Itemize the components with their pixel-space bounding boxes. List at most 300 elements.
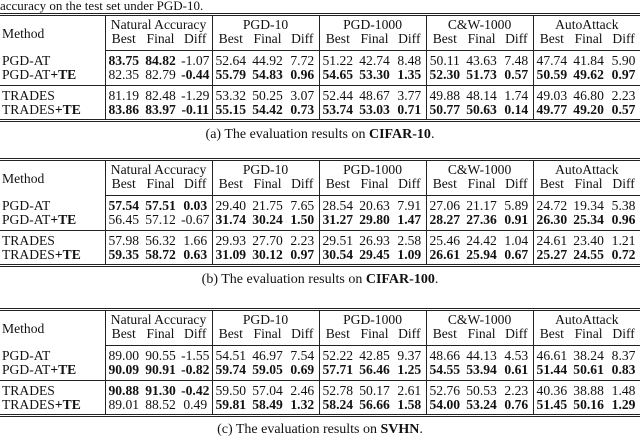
- value-cell: -0.67: [179, 213, 212, 230]
- value-cell: 0.73: [286, 103, 319, 121]
- table-row: [0, 68, 640, 85]
- subheader-final: Final: [463, 327, 500, 345]
- value-cell: 58.24: [319, 398, 356, 416]
- value-cell: 28.27: [426, 213, 463, 230]
- method-name: PGD-AT: [2, 67, 51, 83]
- group-header: Natural Accuracy: [105, 160, 212, 178]
- value-cell: 2.23: [290, 232, 315, 248]
- value-cell: 59.74: [212, 363, 249, 380]
- value-cell: 46.80: [573, 87, 604, 103]
- value-cell: -0.44: [179, 68, 212, 85]
- method-name: PGD-AT: [2, 362, 51, 378]
- value-cell: 31.74: [212, 213, 249, 230]
- caption-end: .: [419, 422, 423, 438]
- value-cell: 51.45: [533, 398, 570, 416]
- value-cell: 50.25: [252, 87, 283, 103]
- subheader-diff: Diff: [393, 177, 426, 195]
- value-cell: 57.04: [252, 382, 283, 398]
- subheader-best: Best: [319, 177, 356, 195]
- value-cell: 48.67: [359, 87, 390, 103]
- value-cell: 5.90: [611, 52, 636, 68]
- subheader-diff: Diff: [393, 32, 426, 50]
- value-cell: 53.03: [356, 103, 393, 121]
- value-cell: 25.34: [570, 213, 607, 230]
- caption-text: (c) The evaluation results on: [217, 422, 381, 438]
- value-cell: 50.53: [466, 382, 497, 398]
- value-cell: 1.48: [611, 382, 636, 398]
- value-cell: 52.44: [319, 85, 356, 103]
- group-header: PGD-10: [212, 160, 319, 178]
- value-cell: 0.57: [500, 68, 533, 85]
- subheader-diff: Diff: [393, 327, 426, 345]
- value-cell: 42.85: [359, 347, 390, 363]
- subheader-diff: Diff: [179, 32, 212, 50]
- value-cell: 26.93: [359, 232, 390, 248]
- method-name: PGD-AT: [2, 347, 51, 363]
- value-cell: 1.47: [393, 213, 426, 230]
- value-cell: 50.63: [463, 103, 500, 121]
- table-row: [0, 248, 640, 266]
- group-header: AutoAttack: [533, 310, 640, 328]
- subheader-final: Final: [249, 327, 286, 345]
- value-cell: 59.81: [212, 398, 249, 416]
- value-cell: 57.12: [142, 213, 179, 230]
- value-cell: 52.30: [426, 68, 463, 85]
- value-cell: 90.55: [145, 347, 176, 363]
- value-cell: 0.67: [500, 248, 533, 266]
- value-cell: 84.82: [145, 52, 176, 68]
- value-cell: 8.37: [611, 347, 636, 363]
- value-cell: 53.74: [319, 103, 356, 121]
- method-cell: [0, 363, 105, 380]
- table-row: [0, 85, 640, 103]
- group-header: PGD-10: [212, 310, 319, 328]
- value-cell: 26.30: [533, 213, 570, 230]
- value-cell: 89.01: [105, 398, 142, 416]
- table-row: [0, 195, 640, 213]
- value-cell: 1.09: [393, 248, 426, 266]
- value-cell: -0.42: [181, 382, 210, 398]
- value-cell: 29.80: [356, 213, 393, 230]
- method-header: Method: [0, 15, 105, 51]
- subheader-final: Final: [570, 177, 607, 195]
- value-cell: 40.36: [533, 380, 570, 398]
- method-suffix: +TE: [50, 212, 77, 228]
- subheader-best: Best: [426, 177, 463, 195]
- value-cell: 44.13: [466, 347, 497, 363]
- caption-dataset: CIFAR-100: [365, 272, 435, 288]
- value-cell: 90.09: [105, 363, 142, 380]
- subheader-diff: Diff: [500, 32, 533, 50]
- value-cell: 53.94: [463, 363, 500, 380]
- header-row: [0, 15, 640, 33]
- subheader-final: Final: [249, 32, 286, 50]
- value-cell: 29.40: [212, 195, 249, 213]
- method-header: Method: [0, 160, 105, 196]
- caption-end: .: [434, 272, 439, 288]
- value-cell: 30.54: [319, 248, 356, 266]
- table-row: [0, 50, 640, 68]
- value-cell: 31.09: [212, 248, 249, 266]
- subheader-final: Final: [356, 327, 393, 345]
- subheader-final: Final: [142, 177, 179, 195]
- value-cell: 7.72: [290, 52, 315, 68]
- value-cell: 3.77: [397, 87, 422, 103]
- value-cell: 50.17: [359, 382, 390, 398]
- value-cell: 49.77: [533, 103, 570, 121]
- method-name: TRADES: [2, 102, 55, 118]
- value-cell: 2.23: [504, 382, 529, 398]
- value-cell: 52.64: [212, 50, 249, 68]
- value-cell: 46.97: [252, 347, 283, 363]
- group-header: AutoAttack: [533, 15, 640, 33]
- value-cell: 56.66: [356, 398, 393, 416]
- caption-text: (a) The evaluation results on: [205, 127, 369, 143]
- value-cell: 59.35: [105, 248, 142, 266]
- group-header: PGD-1000: [319, 310, 426, 328]
- value-cell: 0.97: [286, 248, 319, 266]
- value-cell: 1.32: [286, 398, 319, 416]
- group-header: PGD-1000: [319, 160, 426, 178]
- group-header: PGD-10: [212, 15, 319, 33]
- value-cell: 82.35: [105, 68, 142, 85]
- value-cell: 0.97: [607, 68, 640, 85]
- value-cell: 7.91: [397, 197, 422, 213]
- value-cell: 24.72: [533, 195, 570, 213]
- value-cell: 5.89: [504, 197, 529, 213]
- value-cell: 29.45: [356, 248, 393, 266]
- method-name: PGD-AT: [2, 197, 51, 213]
- value-cell: 54.42: [249, 103, 286, 121]
- value-cell: 0.69: [286, 363, 319, 380]
- value-cell: 0.63: [179, 248, 212, 266]
- method-name: TRADES: [2, 247, 55, 263]
- method-suffix: +TE: [50, 362, 77, 378]
- subheader-best: Best: [105, 32, 142, 50]
- value-cell: 7.65: [290, 197, 315, 213]
- subheader-final: Final: [356, 32, 393, 50]
- caption-end: .: [430, 127, 435, 143]
- group-header: Natural Accuracy: [105, 310, 212, 328]
- subheader-diff: Diff: [286, 327, 319, 345]
- value-cell: 24.55: [570, 248, 607, 266]
- group-header: AutoAttack: [533, 160, 640, 178]
- value-cell: 55.15: [212, 103, 249, 121]
- value-cell: 54.00: [426, 398, 463, 416]
- method-cell: [0, 230, 105, 248]
- value-cell: -1.29: [181, 87, 210, 103]
- results-table: [0, 158, 640, 267]
- value-cell: 57.54: [105, 195, 142, 213]
- value-cell: 5.38: [611, 197, 636, 213]
- value-cell: 88.52: [142, 398, 179, 416]
- subheader-diff: Diff: [500, 177, 533, 195]
- value-cell: 50.61: [570, 363, 607, 380]
- value-cell: 25.94: [463, 248, 500, 266]
- method-suffix: +TE: [54, 102, 81, 118]
- method-cell: [0, 85, 105, 103]
- value-cell: 52.22: [319, 345, 356, 363]
- value-cell: 27.06: [426, 195, 463, 213]
- table-caption: [0, 422, 640, 438]
- value-cell: 1.74: [504, 87, 529, 103]
- method-suffix: +TE: [54, 397, 81, 413]
- value-cell: 2.46: [290, 382, 315, 398]
- group-header: PGD-1000: [319, 15, 426, 33]
- subheader-best: Best: [319, 327, 356, 345]
- value-cell: 83.86: [105, 103, 142, 121]
- subheader-best: Best: [105, 177, 142, 195]
- value-cell: 59.50: [212, 380, 249, 398]
- subheader-final: Final: [142, 327, 179, 345]
- results-table: [0, 308, 640, 417]
- value-cell: 1.04: [504, 232, 529, 248]
- subheader-best: Best: [533, 327, 570, 345]
- method-name: PGD-AT: [2, 212, 51, 228]
- value-cell: 51.22: [319, 50, 356, 68]
- value-cell: 20.63: [359, 197, 390, 213]
- method-cell: [0, 195, 105, 213]
- caption-dataset: CIFAR-10: [368, 127, 431, 143]
- value-cell: 0.72: [607, 248, 640, 266]
- value-cell: 91.30: [145, 382, 176, 398]
- value-cell: 44.92: [252, 52, 283, 68]
- value-cell: 8.48: [397, 52, 422, 68]
- method-name: TRADES: [2, 87, 55, 103]
- table-row: [0, 213, 640, 230]
- value-cell: 30.12: [249, 248, 286, 266]
- group-header: C&W-1000: [426, 310, 533, 328]
- method-suffix: +TE: [50, 67, 77, 83]
- group-header: C&W-1000: [426, 15, 533, 33]
- value-cell: 89.00: [105, 345, 142, 363]
- subheader-best: Best: [533, 177, 570, 195]
- subheader-final: Final: [570, 327, 607, 345]
- results-table-block: [0, 13, 640, 143]
- value-cell: 54.55: [426, 363, 463, 380]
- subheader-final: Final: [142, 32, 179, 50]
- value-cell: 54.65: [319, 68, 356, 85]
- subheader-best: Best: [212, 177, 249, 195]
- subheader-diff: Diff: [607, 177, 640, 195]
- value-cell: 53.32: [212, 85, 249, 103]
- value-cell: 51.73: [463, 68, 500, 85]
- value-cell: 53.30: [356, 68, 393, 85]
- value-cell: 55.79: [212, 68, 249, 85]
- value-cell: 1.29: [607, 398, 640, 416]
- header-row: [0, 160, 640, 178]
- value-cell: 58.49: [249, 398, 286, 416]
- results-table-block: [0, 158, 640, 288]
- value-cell: 21.17: [466, 197, 497, 213]
- results-table: [0, 13, 640, 122]
- value-cell: 0.61: [500, 363, 533, 380]
- method-cell: [0, 248, 105, 266]
- value-cell: 7.54: [290, 347, 315, 363]
- subheader-final: Final: [463, 177, 500, 195]
- subheader-final: Final: [463, 32, 500, 50]
- value-cell: 56.46: [356, 363, 393, 380]
- value-cell: 31.27: [319, 213, 356, 230]
- value-cell: 0.76: [500, 398, 533, 416]
- value-cell: 21.75: [252, 197, 283, 213]
- subheader-best: Best: [105, 327, 142, 345]
- value-cell: 48.66: [426, 345, 463, 363]
- value-cell: -1.55: [181, 347, 210, 363]
- group-header: Natural Accuracy: [105, 15, 212, 33]
- value-cell: 0.14: [500, 103, 533, 121]
- value-cell: -0.82: [179, 363, 212, 380]
- value-cell: -1.07: [181, 52, 210, 68]
- group-header: C&W-1000: [426, 160, 533, 178]
- value-cell: 7.48: [504, 52, 529, 68]
- subheader-best: Best: [212, 32, 249, 50]
- subheader-best: Best: [426, 32, 463, 50]
- value-cell: 56.45: [105, 213, 142, 230]
- intro-text: accuracy on the test set under PGD-10.: [0, 0, 204, 13]
- value-cell: 25.46: [426, 230, 463, 248]
- value-cell: 82.48: [145, 87, 176, 103]
- subheader-diff: Diff: [607, 32, 640, 50]
- subheader-final: Final: [249, 177, 286, 195]
- value-cell: 27.36: [463, 213, 500, 230]
- value-cell: 90.88: [105, 380, 142, 398]
- method-cell: [0, 345, 105, 363]
- value-cell: 0.83: [607, 363, 640, 380]
- value-cell: 29.93: [212, 230, 249, 248]
- value-cell: 1.50: [286, 213, 319, 230]
- caption-dataset: SVHN: [380, 422, 420, 438]
- value-cell: 59.05: [249, 363, 286, 380]
- value-cell: 29.51: [319, 230, 356, 248]
- subheader-diff: Diff: [500, 327, 533, 345]
- method-suffix: +TE: [54, 247, 81, 263]
- value-cell: 50.59: [533, 68, 570, 85]
- value-cell: 50.16: [570, 398, 607, 416]
- method-name: TRADES: [2, 382, 55, 398]
- value-cell: 23.40: [573, 232, 604, 248]
- value-cell: 57.71: [319, 363, 356, 380]
- table-row: [0, 230, 640, 248]
- value-cell: 57.51: [145, 197, 176, 213]
- value-cell: 24.61: [533, 230, 570, 248]
- value-cell: 81.19: [105, 85, 142, 103]
- method-cell: [0, 103, 105, 121]
- value-cell: 0.57: [607, 103, 640, 121]
- table-row: [0, 345, 640, 363]
- method-name: TRADES: [2, 232, 55, 248]
- value-cell: 41.84: [573, 52, 604, 68]
- results-table-block: [0, 308, 640, 438]
- subheader-best: Best: [319, 32, 356, 50]
- value-cell: 49.62: [570, 68, 607, 85]
- value-cell: 1.25: [393, 363, 426, 380]
- method-name: TRADES: [2, 397, 55, 413]
- value-cell: 83.97: [142, 103, 179, 121]
- value-cell: 58.72: [142, 248, 179, 266]
- value-cell: 9.37: [397, 347, 422, 363]
- value-cell: 2.61: [397, 382, 422, 398]
- value-cell: 4.53: [504, 347, 529, 363]
- value-cell: 90.91: [142, 363, 179, 380]
- value-cell: 25.27: [533, 248, 570, 266]
- value-cell: 42.74: [359, 52, 390, 68]
- value-cell: 50.77: [426, 103, 463, 121]
- value-cell: 38.88: [573, 382, 604, 398]
- subheader-best: Best: [212, 327, 249, 345]
- method-cell: [0, 213, 105, 230]
- value-cell: 51.44: [533, 363, 570, 380]
- value-cell: 19.34: [573, 197, 604, 213]
- table-row: [0, 380, 640, 398]
- value-cell: 53.24: [463, 398, 500, 416]
- method-cell: [0, 68, 105, 85]
- value-cell: 52.76: [426, 380, 463, 398]
- method-header: Method: [0, 310, 105, 346]
- value-cell: 1.35: [393, 68, 426, 85]
- value-cell: 0.96: [607, 213, 640, 230]
- value-cell: 83.75: [105, 50, 142, 68]
- value-cell: 0.91: [500, 213, 533, 230]
- header-row: [0, 310, 640, 328]
- subheader-diff: Diff: [286, 177, 319, 195]
- subheader-diff: Diff: [286, 32, 319, 50]
- value-cell: 1.58: [393, 398, 426, 416]
- method-cell: [0, 398, 105, 416]
- table-row: [0, 103, 640, 121]
- value-cell: 2.58: [397, 232, 422, 248]
- method-name: PGD-AT: [2, 52, 51, 68]
- value-cell: 46.61: [533, 345, 570, 363]
- value-cell: 52.78: [319, 380, 356, 398]
- value-cell: 28.54: [319, 195, 356, 213]
- caption-text: (b) The evaluation results on: [201, 272, 366, 288]
- method-cell: [0, 380, 105, 398]
- value-cell: 1.21: [611, 232, 636, 248]
- value-cell: 82.79: [142, 68, 179, 85]
- value-cell: 49.03: [533, 85, 570, 103]
- subheader-diff: Diff: [179, 177, 212, 195]
- method-cell: [0, 50, 105, 68]
- value-cell: 0.49: [179, 398, 212, 416]
- value-cell: 3.07: [290, 87, 315, 103]
- subheader-final: Final: [570, 32, 607, 50]
- value-cell: 26.61: [426, 248, 463, 266]
- value-cell: 24.42: [466, 232, 497, 248]
- value-cell: 43.63: [466, 52, 497, 68]
- value-cell: 57.98: [105, 230, 142, 248]
- subheader-best: Best: [426, 327, 463, 345]
- value-cell: 50.11: [426, 50, 463, 68]
- value-cell: 54.83: [249, 68, 286, 85]
- value-cell: 27.70: [252, 232, 283, 248]
- value-cell: 49.88: [426, 85, 463, 103]
- value-cell: 38.24: [573, 347, 604, 363]
- value-cell: 30.24: [249, 213, 286, 230]
- table-caption: [0, 127, 640, 143]
- value-cell: 0.96: [286, 68, 319, 85]
- table-row: [0, 363, 640, 380]
- value-cell: 0.71: [393, 103, 426, 121]
- value-cell: 0.03: [183, 197, 208, 213]
- value-cell: 48.14: [466, 87, 497, 103]
- value-cell: 56.32: [145, 232, 176, 248]
- subheader-diff: Diff: [607, 327, 640, 345]
- value-cell: -0.11: [179, 103, 212, 121]
- subheader-diff: Diff: [179, 327, 212, 345]
- value-cell: 47.74: [533, 50, 570, 68]
- subheader-final: Final: [356, 177, 393, 195]
